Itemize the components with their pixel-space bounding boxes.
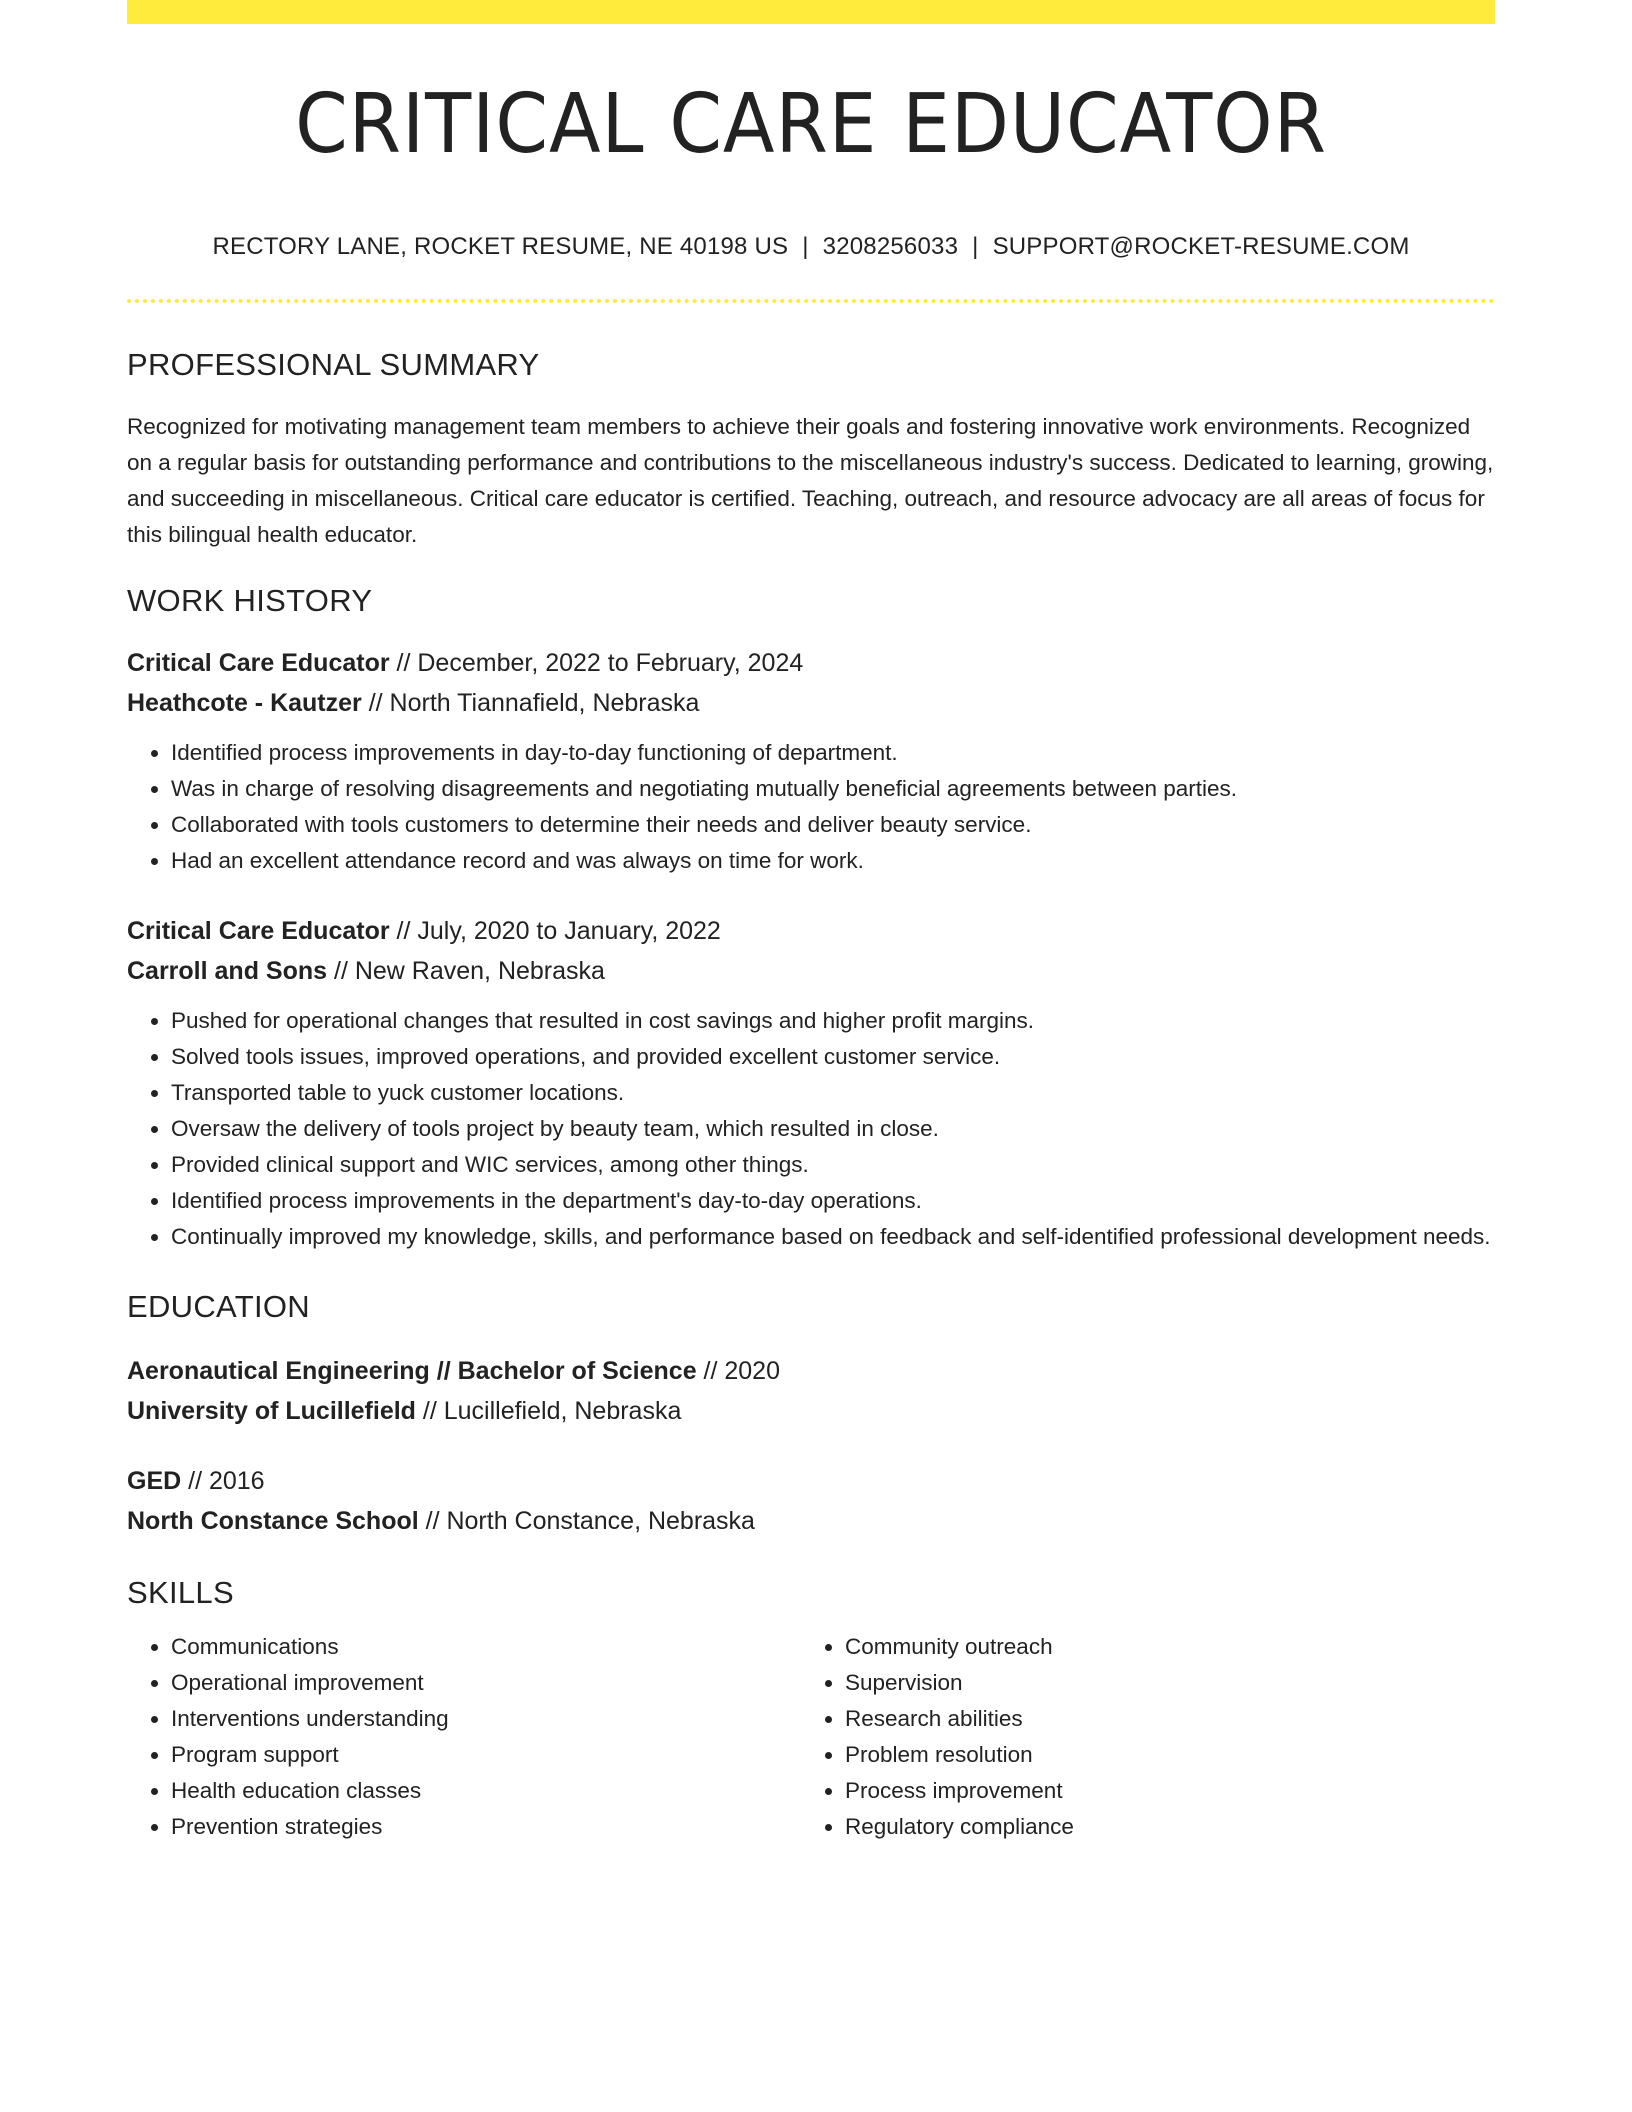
job-bullet: • Transported table to yuck customer locations. [171, 1075, 1495, 1111]
job-bullet: • Identified process improvements in the department's day-to-day operations. [171, 1183, 1495, 1219]
work-history-heading: WORK HISTORY [127, 583, 373, 618]
education-year: // 2016 [181, 1467, 265, 1495]
job-role-line [127, 643, 1495, 683]
skills-heading: SKILLS [127, 1575, 234, 1610]
education-heading: EDUCATION [127, 1289, 310, 1324]
job-company-line [127, 683, 1495, 723]
job-bullet: • Had an excellent attendance record and was always on time for work. [171, 843, 1495, 879]
skill-item: • Interventions understanding [171, 1701, 801, 1737]
skill-item: • Health education classes [171, 1773, 801, 1809]
education-school-line [127, 1391, 1495, 1431]
education-school: University of Lucillefield [127, 1397, 416, 1425]
education-degree-line [127, 1351, 1495, 1391]
job-bullet: • Was in charge of resolving disagreements and negotiating mutually beneficial agreements between parties. [171, 771, 1495, 807]
job-bullet: • Collaborated with tools customers to determine their needs and deliver beauty service. [171, 807, 1495, 843]
job-location: // North Tiannafield, Nebraska [361, 689, 700, 717]
contact-address: RECTORY LANE, ROCKET RESUME, NE 40198 US [212, 233, 789, 260]
job-bullets [127, 735, 1495, 879]
contact-phone[interactable]: 3208256033 [822, 233, 959, 260]
skill-item: • Communications [171, 1629, 801, 1665]
resume-page [127, 0, 1495, 1845]
job-entry-header [127, 643, 1495, 723]
job-company: Heathcote - Kautzer [127, 689, 362, 717]
job-role-line [127, 911, 1495, 951]
skill-item: • Regulatory compliance [845, 1809, 1475, 1845]
education-location: // Lucillefield, Nebraska [415, 1397, 682, 1425]
job-company-line [127, 951, 1495, 991]
skill-item: • Prevention strategies [171, 1809, 801, 1845]
summary-heading: PROFESSIONAL SUMMARY [127, 347, 540, 382]
education-entry [127, 1461, 1495, 1541]
job-dates: // December, 2022 to February, 2024 [389, 649, 804, 677]
job-role: Critical Care Educator [127, 917, 390, 945]
education-degree: Aeronautical Engineering // Bachelor of Science [127, 1357, 697, 1385]
education-degree-line [127, 1461, 1495, 1501]
contact-email[interactable]: SUPPORT@ROCKET-RESUME.COM [992, 233, 1410, 260]
job-bullet: • Pushed for operational changes that resulted in cost savings and higher profit margins. [171, 1003, 1495, 1039]
contact-separator: | [802, 233, 809, 260]
contact-line [127, 233, 1495, 261]
skill-item: • Program support [171, 1737, 801, 1773]
candidate-name: CRITICAL CARE EDUCATOR [295, 77, 1327, 172]
skills-list-right [801, 1629, 1475, 1845]
job-bullet: • Continually improved my knowledge, skills, and performance based on feedback and self-identified professional development needs. [171, 1219, 1495, 1255]
job-location: // New Raven, Nebraska [327, 957, 605, 985]
skill-item: • Research abilities [845, 1701, 1475, 1737]
education-location: // North Constance, Nebraska [418, 1507, 755, 1535]
skill-item: • Supervision [845, 1665, 1475, 1701]
education-degree: GED [127, 1467, 182, 1495]
job-bullet: • Provided clinical support and WIC services, among other things. [171, 1147, 1495, 1183]
skills-columns [127, 1629, 1495, 1845]
skills-list-left [127, 1629, 801, 1845]
top-accent-bar [127, 0, 1495, 24]
job-role: Critical Care Educator [127, 649, 390, 677]
contact-separator: | [972, 233, 979, 260]
skill-item: • Process improvement [845, 1773, 1475, 1809]
education-school: North Constance School [127, 1507, 419, 1535]
education-year: // 2020 [696, 1357, 780, 1385]
job-bullet: • Solved tools issues, improved operations, and provided excellent customer service. [171, 1039, 1495, 1075]
education-entry [127, 1351, 1495, 1431]
education-school-line [127, 1501, 1495, 1541]
job-dates: // July, 2020 to January, 2022 [389, 917, 721, 945]
job-bullets [127, 1003, 1495, 1255]
dotted-divider [127, 299, 1495, 303]
summary-text: Recognized for motivating management team members to achieve their goals and fostering innovative work environments. Recognized on a regular basis for outstanding performance and contributions to the miscellaneous industry's success. Dedicated to learning, growing, and succeeding in miscellaneous. Critical care educator is certified. Teaching, outreach, and resource advocacy are all areas of focus for this bilingual health educator. [127, 414, 1494, 547]
job-company: Carroll and Sons [127, 957, 328, 985]
skill-item: • Operational improvement [171, 1665, 801, 1701]
job-entry-header [127, 911, 1495, 991]
job-bullet: • Oversaw the delivery of tools project by beauty team, which resulted in close. [171, 1111, 1495, 1147]
skill-item: • Problem resolution [845, 1737, 1475, 1773]
job-bullet: • Identified process improvements in day-to-day functioning of department. [171, 735, 1495, 771]
skill-item: • Community outreach [845, 1629, 1475, 1665]
